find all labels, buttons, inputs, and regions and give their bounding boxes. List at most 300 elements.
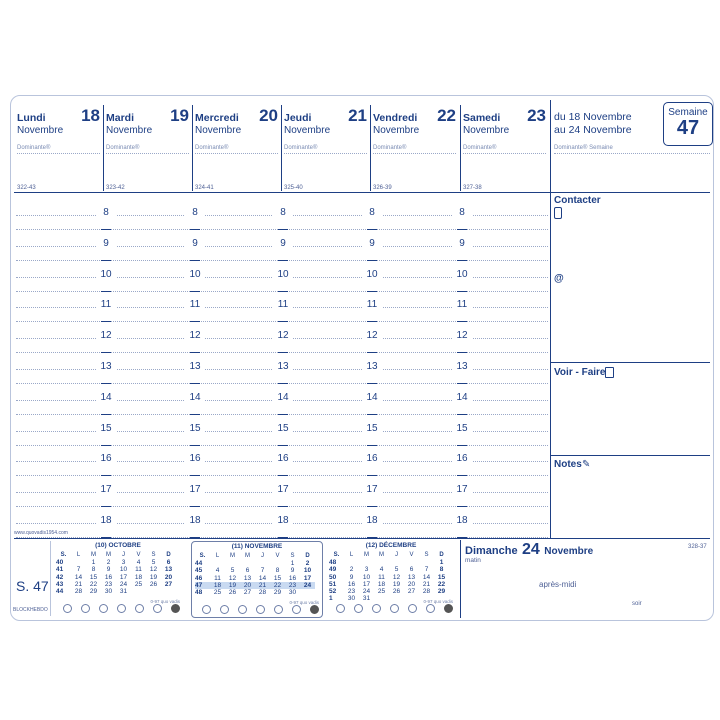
day-cell: 20: [240, 582, 255, 589]
hour-label: 14: [273, 392, 293, 403]
day-number: 22: [437, 106, 456, 125]
half-hour-dash: [457, 229, 467, 230]
day-cell: 18: [377, 580, 386, 588]
hour-label: 10: [452, 269, 472, 280]
hour-label: 11: [185, 299, 205, 310]
hour-label: 8: [185, 207, 205, 218]
phone-icon: [554, 207, 562, 219]
footer-divider: [14, 538, 710, 539]
header-divider: [14, 192, 710, 193]
email-label: @: [554, 273, 564, 284]
half-hour-dash: [190, 229, 200, 230]
day-cell: 27: [407, 588, 416, 596]
weekday-header: V: [409, 552, 414, 558]
hour-label: 11: [452, 299, 472, 310]
day-month: Novembre: [284, 125, 331, 136]
mini-calendar-2: [326, 541, 456, 616]
day-cell: 6: [409, 566, 414, 574]
day-header-separator: [370, 105, 371, 191]
day-cell: 12: [149, 566, 158, 574]
half-hour-dash: [278, 352, 288, 353]
day-cell: [389, 559, 404, 566]
day-number: 18: [81, 106, 100, 125]
half-hour-dash: [101, 537, 111, 538]
hour-label: 14: [362, 392, 382, 403]
day-cell: 22: [270, 582, 285, 589]
half-hour-dash: [190, 260, 200, 261]
day-cell: 15: [437, 573, 446, 581]
day-cell: [270, 560, 285, 567]
weekday-header: M: [245, 553, 250, 559]
day-cell: 29: [437, 588, 446, 596]
day-number: 23: [527, 106, 546, 125]
week-number-cell: 43: [56, 580, 64, 588]
day-cell: [344, 559, 359, 566]
mini-calendar-note: 0-97 quo vadis: [289, 600, 319, 605]
moon-icon: [292, 605, 301, 614]
day-cell: 21: [74, 580, 83, 588]
day-name: Samedi: [463, 112, 501, 124]
day-cell: 14: [422, 573, 431, 581]
weekday-header: V: [275, 553, 280, 559]
day-cell: 7: [424, 566, 429, 574]
hour-label: 12: [96, 330, 116, 341]
day-cell: 31: [362, 595, 371, 603]
moon-icon: [202, 605, 211, 614]
moon-phases: [336, 604, 453, 613]
day-cell: 31: [119, 588, 128, 596]
weekday-header: M: [230, 553, 235, 559]
hour-label: 8: [273, 207, 293, 218]
day-cell: 29: [273, 589, 282, 597]
day-name: Vendredi: [373, 112, 418, 124]
day-cell: 29: [89, 588, 98, 596]
half-hour-dash: [190, 291, 200, 292]
day-month: Novembre: [17, 125, 64, 136]
pencil-icon: ✎: [582, 459, 591, 470]
week-number-cell: 42: [56, 573, 64, 581]
half-hour-dash: [278, 321, 288, 322]
dominante-label: Dominante®: [106, 145, 140, 151]
day-cell: 17: [362, 580, 371, 588]
day-cell: 18: [210, 582, 225, 589]
hour-label: 14: [96, 392, 116, 403]
hour-label: 10: [273, 269, 293, 280]
dominante-label: Dominante®: [195, 145, 229, 151]
week-number-cell: 44: [56, 588, 64, 596]
day-header-separator: [192, 105, 193, 191]
day-cell: 4: [136, 559, 141, 567]
half-hour-dash: [457, 414, 467, 415]
sunday-num: 24: [522, 541, 540, 558]
day-cell: [359, 559, 374, 566]
week-number-cell: 1: [329, 595, 333, 603]
half-hour-dash: [278, 475, 288, 476]
half-hour-dash: [367, 352, 377, 353]
half-hour-dash: [457, 260, 467, 261]
dominante-label: Dominante®: [373, 145, 407, 151]
dominante-line: [17, 153, 100, 154]
day-cell: 19: [225, 582, 240, 589]
moon-icon: [408, 604, 417, 613]
week-short: S. 47: [16, 578, 49, 594]
week-number-cell: 48: [329, 559, 337, 567]
website-text: www.quovadis1954.com: [14, 530, 68, 536]
hour-label: 17: [362, 484, 382, 495]
week-number-box: [663, 102, 713, 146]
hour-label: 11: [362, 299, 382, 310]
day-name: Lundi: [17, 112, 46, 124]
mini-calendar-grid: [195, 553, 315, 596]
hour-label: 18: [362, 515, 382, 526]
weekday-header: S: [290, 553, 295, 559]
week-number-cell: 40: [56, 559, 64, 567]
day-cell: 24: [362, 588, 371, 596]
day-cell: 14: [258, 574, 267, 582]
day-cell: 17: [303, 574, 312, 582]
day-count: 325-40: [284, 185, 303, 191]
weekday-header: L: [76, 552, 81, 558]
weekday-header: S.: [333, 552, 340, 558]
day-header-3: [284, 105, 371, 191]
day-cell: 21: [422, 580, 431, 588]
half-hour-dash: [367, 291, 377, 292]
day-cell: 24: [300, 582, 315, 589]
day-cell: 11: [214, 574, 221, 582]
half-hour-dash: [190, 445, 200, 446]
half-hour-dash: [190, 321, 200, 322]
day-name: Jeudi: [284, 112, 312, 124]
half-hour-dash: [190, 475, 200, 476]
hour-label: 17: [96, 484, 116, 495]
hour-label: 14: [452, 392, 472, 403]
hour-label: 9: [362, 238, 382, 249]
sunday-month: Novembre: [544, 546, 594, 557]
hour-label: 12: [452, 330, 472, 341]
day-cell: 5: [230, 567, 235, 575]
half-hour-dash: [101, 321, 111, 322]
day-cell: 2: [305, 560, 310, 568]
day-cell: [161, 588, 176, 595]
day-cell: 25: [134, 580, 143, 588]
half-hour-dash: [101, 475, 111, 476]
hour-label: 13: [452, 361, 472, 372]
day-cell: 5: [151, 559, 156, 567]
hour-label: 9: [96, 238, 116, 249]
hour-label: 13: [96, 361, 116, 372]
half-hour-dash: [190, 352, 200, 353]
half-hour-dash: [457, 475, 467, 476]
hour-label: 16: [452, 453, 472, 464]
day-header-5: [463, 105, 550, 191]
sunday-matin: matin: [465, 557, 481, 564]
weekday-header: M: [364, 552, 369, 558]
hour-label: 17: [185, 484, 205, 495]
weekday-header: V: [136, 552, 141, 558]
dominante-line: [106, 153, 189, 154]
day-cell: [225, 560, 240, 567]
brand-text: BLOCKHEBDO: [13, 607, 48, 613]
moon-icon: [256, 605, 265, 614]
day-count: 324-41: [195, 185, 214, 191]
moon-icon: [171, 604, 180, 613]
week-number: 47: [676, 117, 700, 139]
half-hour-dash: [367, 260, 377, 261]
hour-label: 9: [273, 238, 293, 249]
day-cell: 27: [164, 580, 173, 588]
dominante-label: Dominante®: [284, 145, 318, 151]
dominante-label: Dominante®: [463, 145, 497, 151]
day-cell: 25: [377, 588, 386, 596]
week-number-cell: 44: [195, 560, 203, 568]
half-hour-dash: [101, 445, 111, 446]
day-cell: 9: [290, 567, 295, 575]
day-cell: 15: [273, 574, 282, 582]
day-cell: 27: [243, 589, 252, 597]
day-header-separator: [281, 105, 282, 191]
day-cell: 22: [437, 580, 446, 588]
moon-icon: [135, 604, 144, 613]
mini-calendar-title: (11) NOVEMBRE: [231, 543, 283, 550]
day-month: Novembre: [463, 125, 510, 136]
weekday-header: L: [215, 553, 220, 559]
day-cell: 1: [91, 559, 96, 567]
hour-label: 15: [452, 423, 472, 434]
weekday-header: L: [349, 552, 354, 558]
day-cell: 9: [106, 566, 111, 574]
day-cell: 9: [349, 573, 354, 581]
day-count: 327-38: [463, 185, 482, 191]
day-cell: 10: [303, 567, 312, 575]
dominante-line: [463, 153, 546, 154]
sunday-count: 328-37: [688, 544, 707, 550]
moon-icon: [310, 605, 319, 614]
moon-icon: [117, 604, 126, 613]
moon-icon: [81, 604, 90, 613]
hour-label: 12: [362, 330, 382, 341]
day-cell: [374, 559, 389, 566]
day-cell: [240, 560, 255, 567]
day-cell: 12: [392, 573, 401, 581]
moon-icon: [336, 604, 345, 613]
half-hour-dash: [190, 383, 200, 384]
hour-label: 16: [273, 453, 293, 464]
day-cell: 28: [258, 589, 267, 597]
day-header-separator: [103, 105, 104, 191]
day-cell: 11: [378, 573, 385, 581]
day-cell: [374, 595, 389, 602]
hour-label: 15: [96, 423, 116, 434]
day-cell: [210, 560, 225, 567]
moon-icon: [354, 604, 363, 613]
hour-label: 11: [96, 299, 116, 310]
notes-label: Notes: [554, 459, 582, 470]
hour-label: 12: [273, 330, 293, 341]
half-hour-dash: [457, 383, 467, 384]
hour-label: 18: [185, 515, 205, 526]
week-number-cell: 41: [56, 566, 64, 574]
dominante-line: [284, 153, 367, 154]
moon-icon: [390, 604, 399, 613]
day-cell: 20: [407, 580, 416, 588]
day-count: 323-42: [106, 185, 125, 191]
day-cell: [389, 595, 404, 602]
week-number-cell: 48: [195, 589, 203, 597]
week-number-cell: 45: [195, 567, 203, 575]
half-hour-dash: [190, 414, 200, 415]
half-hour-dash: [457, 506, 467, 507]
hour-label: 15: [362, 423, 382, 434]
day-cell: 28: [422, 588, 431, 596]
note-icon: [605, 367, 614, 378]
moon-icon: [220, 605, 229, 614]
day-cell: 22: [89, 580, 98, 588]
hour-label: 18: [452, 515, 472, 526]
weekday-header: J: [395, 552, 398, 558]
day-cell: 26: [228, 589, 237, 597]
moon-icon: [426, 604, 435, 613]
week-dominante-line: [554, 153, 710, 154]
weekday-header: J: [261, 553, 264, 559]
hour-label: 18: [273, 515, 293, 526]
day-cell: 8: [439, 566, 444, 574]
week-number-cell: 50: [329, 573, 337, 581]
weekday-header: M: [91, 552, 96, 558]
day-cell: 25: [213, 589, 222, 597]
day-cell: 1: [290, 560, 295, 568]
day-cell: [146, 588, 161, 595]
day-cell: 16: [288, 574, 297, 582]
mini-calendar-grid: [56, 552, 176, 595]
weekday-header: M: [379, 552, 384, 558]
half-hour-dash: [457, 445, 467, 446]
day-cell: 7: [260, 567, 265, 575]
moon-icon: [153, 604, 162, 613]
day-cell: [419, 559, 434, 566]
hour-label: 8: [96, 207, 116, 218]
half-hour-dash: [190, 506, 200, 507]
moon-icon: [238, 605, 247, 614]
day-cell: 6: [245, 567, 250, 575]
moon-icon: [99, 604, 108, 613]
day-count: 326-39: [373, 185, 392, 191]
day-cell: 3: [364, 566, 369, 574]
dominante-label: Dominante®: [17, 145, 51, 151]
week-number-cell: 46: [195, 574, 203, 582]
half-hour-dash: [278, 291, 288, 292]
half-hour-dash: [101, 291, 111, 292]
sunday-name: Dimanche: [465, 545, 518, 557]
day-cell: 30: [347, 595, 356, 603]
day-cell: [131, 588, 146, 595]
moon-icon: [444, 604, 453, 613]
day-cell: 8: [91, 566, 96, 574]
dominante-line: [195, 153, 278, 154]
hour-label: 16: [185, 453, 205, 464]
day-cell: 2: [106, 559, 111, 567]
hour-label: 16: [96, 453, 116, 464]
weekday-header: D: [439, 552, 444, 558]
day-cell: 5: [394, 566, 399, 574]
moon-icon: [274, 605, 283, 614]
day-header-2: [195, 105, 282, 191]
day-month: Novembre: [373, 125, 420, 136]
hour-label: 10: [185, 269, 205, 280]
day-header-separator: [460, 105, 461, 191]
half-hour-dash: [367, 414, 377, 415]
mini-calendar-note: 0-97 quo vadis: [150, 599, 180, 604]
day-cell: 11: [135, 566, 142, 574]
day-cell: 15: [89, 573, 98, 581]
day-month: Novembre: [106, 125, 153, 136]
hour-label: 14: [185, 392, 205, 403]
half-hour-dash: [101, 229, 111, 230]
sunday-header: [465, 541, 593, 559]
day-cell: 16: [347, 580, 356, 588]
dominante-line: [373, 153, 456, 154]
day-cell: 10: [119, 566, 128, 574]
day-cell: 7: [76, 566, 81, 574]
day-cell: 3: [121, 559, 126, 567]
weekday-header: J: [122, 552, 125, 558]
half-hour-dash: [367, 321, 377, 322]
week-dominante: Dominante® Semaine: [554, 145, 613, 151]
day-cell: 23: [285, 582, 300, 589]
hour-label: 8: [362, 207, 382, 218]
day-cell: 28: [74, 588, 83, 596]
week-number-cell: 51: [329, 580, 337, 588]
week-label: Semaine: [668, 107, 708, 118]
mini-calendar-title: (10) OCTOBRE: [95, 542, 141, 549]
hour-label: 13: [185, 361, 205, 372]
day-header-0: [17, 105, 104, 191]
weekday-header: S: [151, 552, 156, 558]
day-cell: 13: [164, 566, 173, 574]
day-count: 322-43: [17, 185, 36, 191]
mini-calendar-note: 0-97 quo vadis: [423, 599, 453, 604]
half-hour-dash: [101, 260, 111, 261]
day-cell: 26: [149, 580, 158, 588]
week-range: [554, 111, 632, 137]
day-cell: 1: [439, 559, 444, 567]
half-hour-dash: [457, 537, 467, 538]
weekday-header: M: [106, 552, 111, 558]
day-cell: 24: [119, 580, 128, 588]
day-cell: 26: [392, 588, 401, 596]
moon-phases: [63, 604, 180, 613]
day-cell: 16: [104, 573, 113, 581]
day-cell: 21: [255, 582, 270, 589]
half-hour-dash: [457, 291, 467, 292]
weekday-header: S: [424, 552, 429, 558]
week-number-cell: 52: [329, 588, 337, 596]
half-hour-dash: [278, 383, 288, 384]
day-cell: [404, 595, 419, 602]
half-hour-dash: [278, 260, 288, 261]
half-hour-dash: [101, 414, 111, 415]
day-cell: 23: [104, 580, 113, 588]
day-cell: 13: [243, 574, 252, 582]
sunday-apres-midi: après-midi: [539, 580, 577, 589]
side-divider-2: [550, 455, 710, 456]
day-cell: 20: [164, 573, 173, 581]
day-cell: 19: [392, 580, 401, 588]
day-cell: 30: [288, 589, 297, 597]
day-cell: [255, 560, 270, 567]
week-range-end: au 24 Novembre: [554, 124, 632, 136]
day-cell: [71, 559, 86, 566]
hour-label: 12: [185, 330, 205, 341]
